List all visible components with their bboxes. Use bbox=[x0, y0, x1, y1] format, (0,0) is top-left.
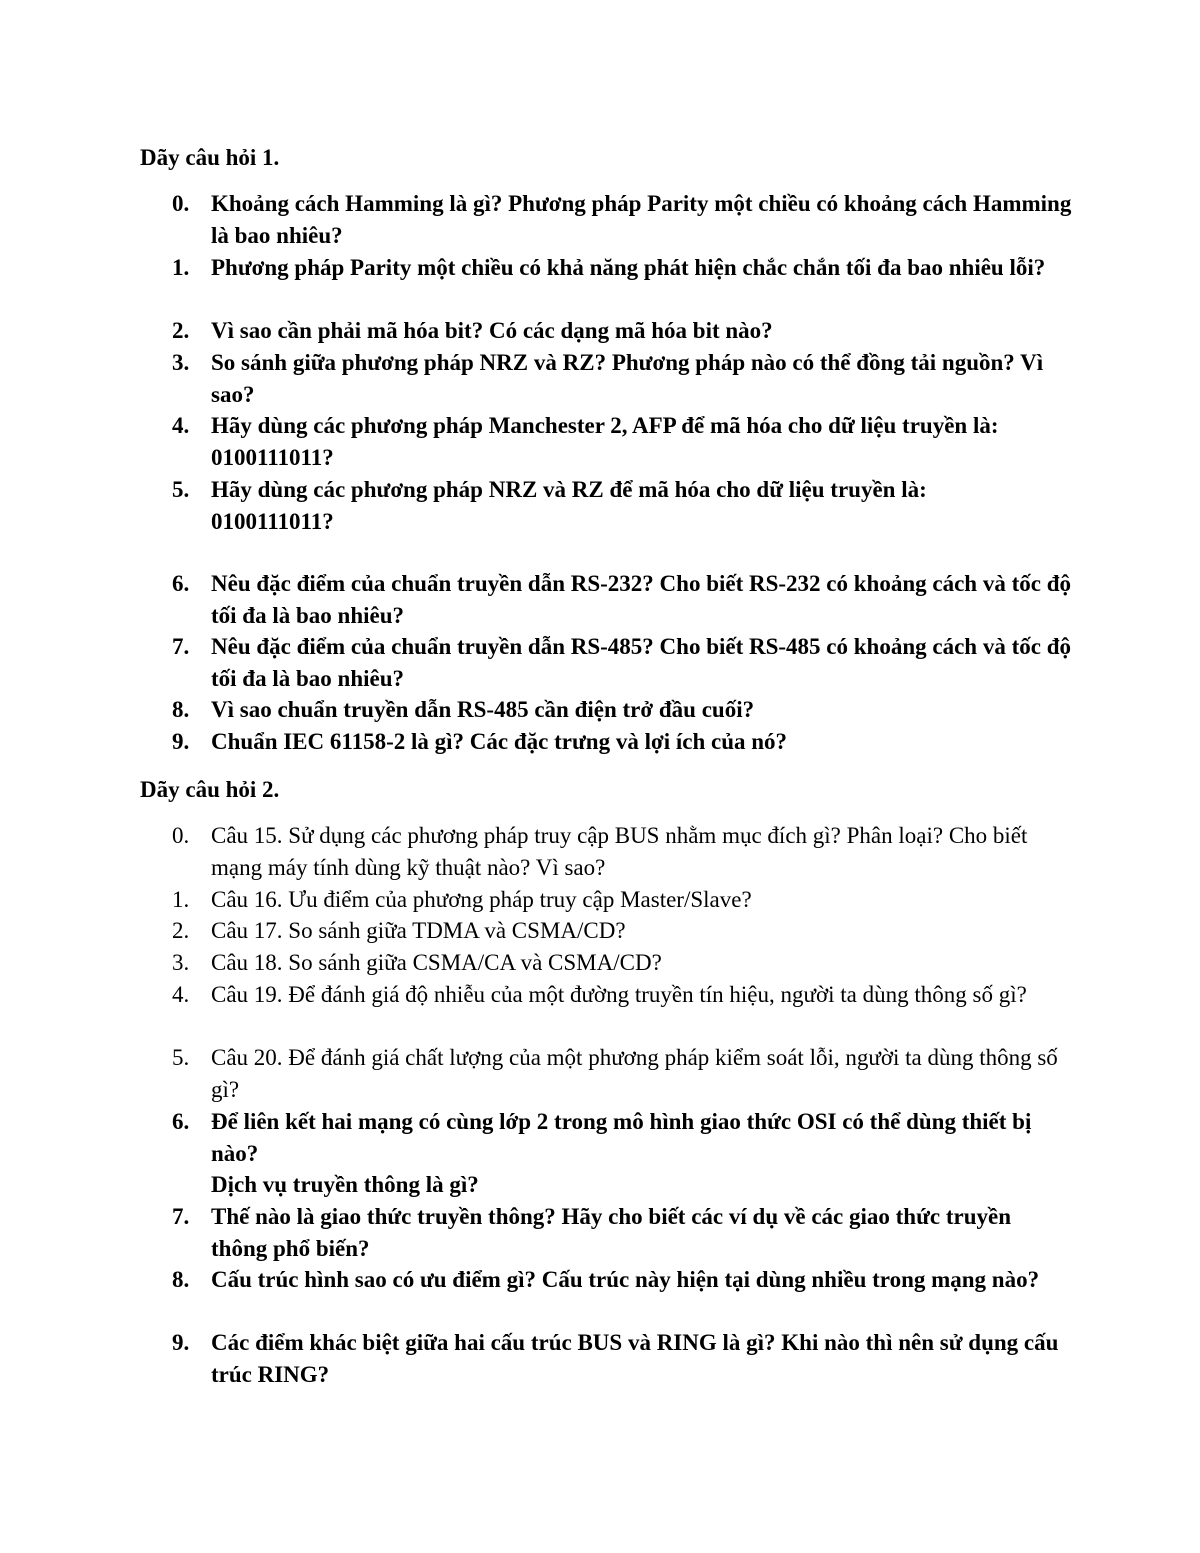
set1-question-4-text: Hãy dùng các phương pháp Manchester 2, AFP để mã hóa cho dữ liệu truyền là: bbox=[211, 413, 999, 438]
set2-question-8-text: Cấu trúc hình sao có ưu điểm gì? Cấu trúc này hiện tại dùng nhiều trong mạng nào? bbox=[211, 1267, 1040, 1292]
set2-question-4-number: 4. bbox=[172, 982, 190, 1007]
set2-question-6 bbox=[172, 1106, 1072, 1201]
set2-question-6-number: 6. bbox=[172, 1109, 190, 1134]
set2-question-0 bbox=[172, 820, 1072, 883]
set2-question-3-text: Câu 18. So sánh giữa CSMA/CA và CSMA/CD? bbox=[211, 950, 662, 975]
set1-heading: Dãy câu hỏi 1. bbox=[140, 145, 280, 170]
set2-question-4 bbox=[172, 979, 1072, 1011]
set1-question-2 bbox=[172, 315, 1072, 347]
set1-question-9 bbox=[172, 726, 1072, 758]
set1-question-4 bbox=[172, 410, 1072, 473]
set1-question-6 bbox=[172, 568, 1072, 631]
set2-question-1 bbox=[172, 884, 1072, 916]
set1-question-3 bbox=[172, 347, 1072, 410]
set1-question-8-text: Vì sao chuẩn truyền dẫn RS-485 cần điện trở đầu cuối? bbox=[211, 697, 755, 722]
set2-question-9 bbox=[172, 1327, 1072, 1390]
set1-question-8-number: 8. bbox=[172, 697, 190, 722]
set1-question-4-number: 4. bbox=[172, 413, 190, 438]
set2-question-5-number: 5. bbox=[172, 1045, 190, 1070]
set1-question-5-number: 5. bbox=[172, 477, 190, 502]
set2-question-8 bbox=[172, 1264, 1072, 1296]
set1-question-0-text: Khoảng cách Hamming là gì? Phương pháp Parity một chiều có khoảng cách Hamming là bao nhiêu? bbox=[211, 191, 1072, 248]
set2-question-2 bbox=[172, 915, 1072, 947]
set2-question-0-text: Câu 15. Sử dụng các phương pháp truy cập BUS nhằm mục đích gì? Phân loại? Cho biết mạng máy tính dùng kỹ thuật nào? Vì sao? bbox=[211, 823, 1028, 880]
set2-question-1-text: Câu 16. Ưu điểm của phương pháp truy cập Master/Slave? bbox=[211, 887, 752, 912]
set1-question-1-text: Phương pháp Parity một chiều có khả năng phát hiện chắc chắn tối đa bao nhiêu lỗi? bbox=[211, 255, 1046, 280]
set1-question-5-text: Hãy dùng các phương pháp NRZ và RZ để mã hóa cho dữ liệu truyền là: bbox=[211, 477, 927, 502]
set2-question-6-text: Để liên kết hai mạng có cùng lớp 2 trong mô hình giao thức OSI có thể dùng thiết bị nào? bbox=[211, 1109, 1032, 1166]
set2-question-5-text: Câu 20. Để đánh giá chất lượng của một phương pháp kiểm soát lỗi, người ta dùng thông số gì? bbox=[211, 1045, 1058, 1102]
set1-question-5 bbox=[172, 474, 1072, 537]
set1-question-5-data: 0100111011? bbox=[211, 508, 334, 534]
set2-question-3 bbox=[172, 947, 1072, 979]
set2-question-7 bbox=[172, 1201, 1072, 1264]
set2-heading: Dãy câu hỏi 2. bbox=[140, 777, 280, 802]
set2-question-5 bbox=[172, 1042, 1072, 1105]
set1-question-3-text: So sánh giữa phương pháp NRZ và RZ? Phương pháp nào có thể đồng tải nguồn? Vì sao? bbox=[211, 350, 1044, 407]
set1-question-6-text: Nêu đặc điểm của chuẩn truyền dẫn RS-232? Cho biết RS-232 có khoảng cách và tốc độ tối đa là bao nhiêu? bbox=[211, 571, 1072, 628]
set2-question-3-number: 3. bbox=[172, 950, 190, 975]
set1-question-7-text: Nêu đặc điểm của chuẩn truyền dẫn RS-485? Cho biết RS-485 có khoảng cách và tốc độ tối đa là bao nhiêu? bbox=[211, 634, 1072, 691]
set2-question-7-number: 7. bbox=[172, 1204, 190, 1229]
set1-question-8 bbox=[172, 694, 1072, 726]
set2-question-9-number: 9. bbox=[172, 1330, 190, 1355]
set2-question-2-number: 2. bbox=[172, 918, 190, 943]
set2-question-7-text: Thế nào là giao thức truyền thông? Hãy cho biết các ví dụ về các giao thức truyền thông phổ biến? bbox=[211, 1204, 1011, 1261]
set2-question-6-extra: Dịch vụ truyền thông là gì? bbox=[211, 1172, 479, 1197]
set1-question-9-text: Chuẩn IEC 61158-2 là gì? Các đặc trưng và lợi ích của nó? bbox=[211, 729, 788, 754]
set2-question-8-number: 8. bbox=[172, 1267, 190, 1292]
set1-question-1-number: 1. bbox=[172, 255, 190, 280]
set1-question-7-number: 7. bbox=[172, 634, 190, 659]
set2-question-9-text: Các điểm khác biệt giữa hai cấu trúc BUS và RING là gì? Khi nào thì nên sử dụng cấu trúc RING? bbox=[211, 1330, 1059, 1387]
set1-question-4-data: 0100111011? bbox=[211, 444, 334, 470]
set1-question-6-number: 6. bbox=[172, 571, 190, 596]
set1-question-2-number: 2. bbox=[172, 318, 190, 343]
set1-question-0 bbox=[172, 188, 1072, 251]
set2-question-1-number: 1. bbox=[172, 887, 190, 912]
set2-question-4-text: Câu 19. Để đánh giá độ nhiễu của một đường truyền tín hiệu, người ta dùng thông số gì? bbox=[211, 982, 1027, 1007]
set1-question-7 bbox=[172, 631, 1072, 694]
set1-question-2-text: Vì sao cần phải mã hóa bit? Có các dạng mã hóa bit nào? bbox=[211, 318, 773, 343]
set2-question-2-text: Câu 17. So sánh giữa TDMA và CSMA/CD? bbox=[211, 918, 626, 943]
set1-question-0-number: 0. bbox=[172, 191, 190, 216]
set2-question-0-number: 0. bbox=[172, 823, 190, 848]
set1-question-1 bbox=[172, 252, 1072, 284]
set1-question-3-number: 3. bbox=[172, 350, 190, 375]
set1-question-9-number: 9. bbox=[172, 729, 190, 754]
